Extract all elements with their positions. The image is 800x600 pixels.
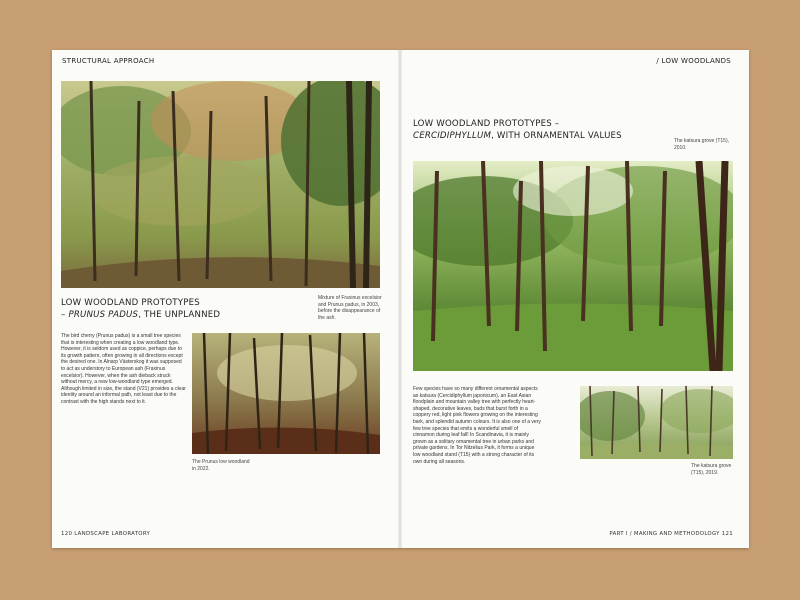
left-title-dash: – xyxy=(61,310,69,320)
page-number-right: 121 xyxy=(721,531,733,537)
right-title-suffix: , WITH ORNAMENTAL VALUES xyxy=(491,131,622,141)
running-head-right: / LOW WOODLANDS xyxy=(656,57,731,65)
right-title-species: CERCIDIPHYLLUM xyxy=(413,131,492,141)
prunus-2022-photo xyxy=(192,333,380,454)
caption-prunus-2003: Mixture of Fraxinus excelsior and Prunus padus, in 2003, before the disappearance of the ash. xyxy=(318,295,382,321)
right-body-text: Few species have so many different ornamental aspects as katsura (Cercidiphyllum japonicum), an East Asian floodplain and mountain valley tree with perfectly heart-shaped, decorative leaves, buds that burst forth in a coppery red, light pink flowers growing on the interesting bark, and splendid autumn colours. It is also one of a very few tree species that emits a wonderful smell of cinnamon during leaf fall! In Scandinavia, it is mainly grown as a solitary ornamental tree in urban parks and private gardens. In Tor Nitzelius Park, it forms a unique low woodland stand (T15) with a strong character of its own during all seasons. xyxy=(413,386,541,465)
left-body-text: The bird cherry (Prunus padus) is a small tree species that is interesting when creating a low woodland type. However, it is seldom used as coppice, perhaps due to its growth pattern, often growing in all directions except the desired one. In Alnarp Västerskog it was supposed to act as understory to European ash (Fraxinus excelsior). However, when the ash dieback struck without mercy, a new low-woodland type emerged. Although limited in size, the stand (V21) provides a clear identity around an informal path, not least due to the contrast with the high stands next to it. xyxy=(61,333,186,405)
left-page xyxy=(52,50,400,548)
left-title-line1: LOW WOODLAND PROTOTYPES xyxy=(61,298,200,308)
part-label: PART I / MAKING AND METHODOLOGY xyxy=(609,531,720,537)
folio-left xyxy=(61,531,150,537)
forest-image-4 xyxy=(580,386,733,459)
forest-image-2 xyxy=(192,333,380,454)
running-head-left: STRUCTURAL APPROACH xyxy=(62,57,155,65)
katsura-2010-photo xyxy=(413,161,733,371)
left-title-line2 xyxy=(61,309,291,321)
prunus-2003-photo xyxy=(61,81,380,288)
caption-katsura-2019: The katsura grove (T15), 2019. xyxy=(691,463,732,476)
forest-image-3 xyxy=(413,161,733,371)
left-title-species: PRUNUS PADUS xyxy=(68,310,139,320)
caption-katsura-2010: The katsura grove (T15), 2010. xyxy=(674,138,730,151)
book-title: LANDSCAPE LABORATORY xyxy=(74,531,151,537)
right-section-title xyxy=(413,118,633,142)
left-title-suffix: , THE UNPLANNED xyxy=(138,310,221,320)
book-spread xyxy=(52,50,749,548)
caption-prunus-2022: The Prunus low woodland in 2022. xyxy=(192,459,250,472)
folio-right xyxy=(609,531,733,537)
katsura-2019-photo xyxy=(580,386,733,459)
right-title-line2 xyxy=(413,130,633,142)
right-page xyxy=(401,50,749,548)
right-title-line1: LOW WOODLAND PROTOTYPES – xyxy=(413,119,560,129)
page-number-left: 120 xyxy=(61,531,73,537)
forest-image-1 xyxy=(61,81,380,288)
left-section-title xyxy=(61,297,291,321)
